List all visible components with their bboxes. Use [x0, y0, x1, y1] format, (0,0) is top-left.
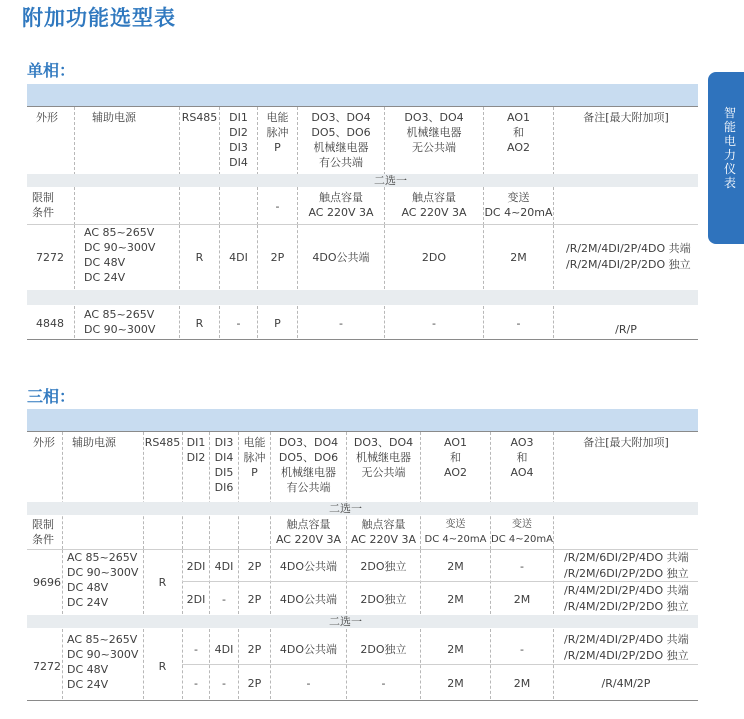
- single-header-rs485: RS485: [181, 111, 218, 124]
- single-4848-rs485: R: [195, 317, 204, 330]
- three-limit-ao1: 变送 DC 4~20mA: [424, 519, 487, 545]
- single-4848-shape: 4848: [36, 317, 64, 330]
- three-7272-rs485: R: [158, 660, 167, 673]
- three-rule-bottom: [27, 700, 698, 701]
- three-9696-r1-di1: 2DI: [186, 560, 206, 573]
- three-9696-shape: 9696: [33, 576, 61, 589]
- single-limit-ao: 变送 DC 4~20mA: [484, 191, 553, 219]
- three-7272-r2-do-common: -: [306, 677, 311, 690]
- three-limit-label: 限制 条件: [32, 518, 54, 546]
- single-4848-power: AC 85~265V DC 90~300V: [84, 308, 156, 336]
- three-7272-r1-ao2: -: [520, 643, 524, 656]
- single-col-divider: [74, 306, 75, 338]
- side-tab-label: 智能电力仪表: [724, 106, 737, 190]
- three-9696-power: AC 85~265V DC 90~300V DC 48V DC 24V: [67, 551, 139, 609]
- three-7272-r2-di1: -: [194, 677, 198, 690]
- three-header-band: [27, 409, 698, 431]
- single-header-note: 备注[最大附加项]: [583, 111, 669, 124]
- three-header-ao2: AO3 和 AO4: [510, 436, 534, 479]
- three-9696-r2-do-common: 4DO公共端: [279, 593, 338, 606]
- three-col-divider: [62, 432, 63, 549]
- three-header-ao1: AO1 和 AO2: [444, 436, 467, 479]
- three-phase-title: 三相：: [27, 387, 76, 406]
- three-7272-r1-note2: /R/2M/4DI/2P/2DO 独立: [564, 649, 689, 662]
- single-7272-rs485: R: [195, 251, 204, 264]
- three-header-rs485: RS485: [144, 436, 181, 449]
- three-7272-r1-di2: 4DI: [214, 643, 234, 656]
- single-header-pulse: 电能 脉冲 P: [266, 111, 289, 154]
- single-7272-do-common: 4DO公共端: [312, 251, 370, 264]
- three-col-divider: [553, 550, 554, 614]
- single-header-power: 辅助电源: [92, 111, 136, 124]
- three-header-note: 备注[最大附加项]: [583, 436, 669, 449]
- three-7272-inner-rule: [182, 664, 698, 665]
- single-7272-shape: 7272: [36, 251, 64, 264]
- single-7272-power: AC 85~265V DC 90~300V DC 48V DC 24V: [84, 226, 156, 284]
- three-header-shape: 外形: [33, 436, 55, 449]
- page-title: 附加功能选型表: [22, 6, 176, 30]
- single-4848-di: -: [236, 317, 241, 330]
- single-col-divider: [74, 225, 75, 289]
- three-choose-one-2: 二选一: [329, 615, 362, 628]
- three-9696-r2-note1: /R/4M/2DI/2P/4DO 共端: [564, 584, 689, 597]
- three-9696-r1-note2: /R/2M/6DI/2P/2DO 独立: [564, 567, 689, 580]
- three-header-di2: DI3 DI4 DI5 DI6: [214, 436, 234, 494]
- three-choose-one: 二选一: [329, 502, 362, 515]
- single-header-do-common: DO3、DO4 DO5、DO6 机械继电器 有公共端: [311, 111, 371, 169]
- three-9696-r1-ao1: 2M: [447, 560, 464, 573]
- three-header-di1: DI1 DI2: [186, 436, 206, 464]
- single-limit-do-common: 触点容量 AC 220V 3A: [308, 191, 374, 219]
- single-4848-note: /R/P: [615, 323, 637, 336]
- single-header-do-indep: DO3、DO4 机械继电器 无公共端: [404, 111, 464, 154]
- single-limit-label: 限制 条件: [32, 191, 54, 219]
- three-9696-inner-rule: [182, 581, 698, 582]
- three-header-power: 辅助电源: [72, 436, 116, 449]
- single-col-divider: [74, 107, 75, 225]
- single-4848-do-indep: -: [432, 317, 436, 330]
- three-9696-r2-di2: -: [222, 593, 226, 606]
- single-header-di: DI1 DI2 DI3 DI4: [229, 111, 248, 169]
- three-9696-r2-pulse: 2P: [247, 593, 262, 606]
- three-7272-r2-ao1: 2M: [447, 677, 464, 690]
- three-limit-do-indep: 触点容量 AC 220V 3A: [350, 518, 417, 546]
- single-choose-one: 二选一: [374, 174, 407, 187]
- three-7272-r1-ao1: 2M: [447, 643, 464, 656]
- three-7272-r2-do-indep: -: [381, 677, 386, 690]
- three-7272-r2-ao2: 2M: [513, 677, 531, 690]
- three-header-do-indep: DO3、DO4 机械继电器 无公共端: [353, 436, 414, 479]
- single-7272-di: 4DI: [229, 251, 248, 264]
- three-col-divider: [62, 629, 63, 699]
- single-rule-bottom: [27, 339, 698, 340]
- three-7272-shape: 7272: [33, 660, 61, 673]
- single-7272-ao: 2M: [510, 251, 527, 264]
- three-9696-r1-di2: 4DI: [214, 560, 234, 573]
- three-limit-ao2: 变送 DC 4~20mA: [491, 519, 553, 545]
- three-9696-r2-ao1: 2M: [447, 593, 464, 606]
- single-7272-do-indep: 2DO: [421, 251, 447, 264]
- three-limit-do-common: 触点容量 AC 220V 3A: [275, 518, 342, 546]
- three-9696-r1-ao2: -: [520, 560, 524, 573]
- three-9696-rs485: R: [158, 576, 167, 589]
- three-rule-top: [27, 431, 698, 432]
- single-header-ao: AO1 和 AO2: [507, 111, 530, 154]
- single-header-band: [27, 84, 698, 106]
- single-7272-note1: /R/2M/4DI/2P/4DO 共端: [566, 242, 691, 255]
- three-9696-r2-ao2: 2M: [513, 593, 531, 606]
- three-9696-r1-note1: /R/2M/6DI/2P/4DO 共端: [564, 551, 689, 564]
- three-7272-r1-note1: /R/2M/4DI/2P/4DO 共端: [564, 633, 689, 646]
- three-7272-r1-do-common: 4DO公共端: [279, 643, 338, 656]
- three-9696-r2-note2: /R/4M/2DI/2P/2DO 独立: [564, 600, 689, 613]
- three-9696-r1-do-indep: 2DO独立: [360, 560, 407, 573]
- three-9696-r2-di1: 2DI: [186, 593, 206, 606]
- three-7272-r1-do-indep: 2DO独立: [360, 643, 407, 656]
- single-row-sep-band: [27, 290, 698, 305]
- side-category-tab[interactable]: [708, 72, 744, 244]
- three-7272-r1-di1: -: [194, 643, 198, 656]
- three-7272-power: AC 85~265V DC 90~300V DC 48V DC 24V: [67, 633, 139, 691]
- single-col-divider: [553, 225, 554, 289]
- single-4848-ao: -: [516, 317, 521, 330]
- three-7272-r2-di2: -: [222, 677, 226, 690]
- single-limit-do-indep: 触点容量 AC 220V 3A: [401, 191, 467, 219]
- single-limit-pulse: -: [275, 200, 280, 213]
- three-9696-r1-pulse: 2P: [247, 560, 262, 573]
- single-rule-top: [27, 106, 698, 107]
- single-4848-pulse: P: [274, 317, 281, 330]
- three-7272-r1-pulse: 2P: [247, 643, 262, 656]
- three-9696-r1-do-common: 4DO公共端: [279, 560, 338, 573]
- three-7272-r2-note: /R/4M/2P: [601, 677, 651, 690]
- single-phase-title: 单相：: [27, 61, 76, 80]
- three-header-pulse: 电能 脉冲 P: [243, 436, 266, 479]
- single-header-shape: 外形: [36, 111, 58, 124]
- single-7272-pulse: 2P: [270, 251, 285, 264]
- three-9696-r2-do-indep: 2DO独立: [360, 593, 407, 606]
- single-7272-note2: /R/2M/4DI/2P/2DO 独立: [566, 258, 691, 271]
- three-header-do-common: DO3、DO4 DO5、DO6 机械继电器 有公共端: [278, 436, 339, 494]
- single-4848-do-common: -: [339, 317, 343, 330]
- three-col-divider: [62, 550, 63, 614]
- three-7272-r2-pulse: 2P: [247, 677, 262, 690]
